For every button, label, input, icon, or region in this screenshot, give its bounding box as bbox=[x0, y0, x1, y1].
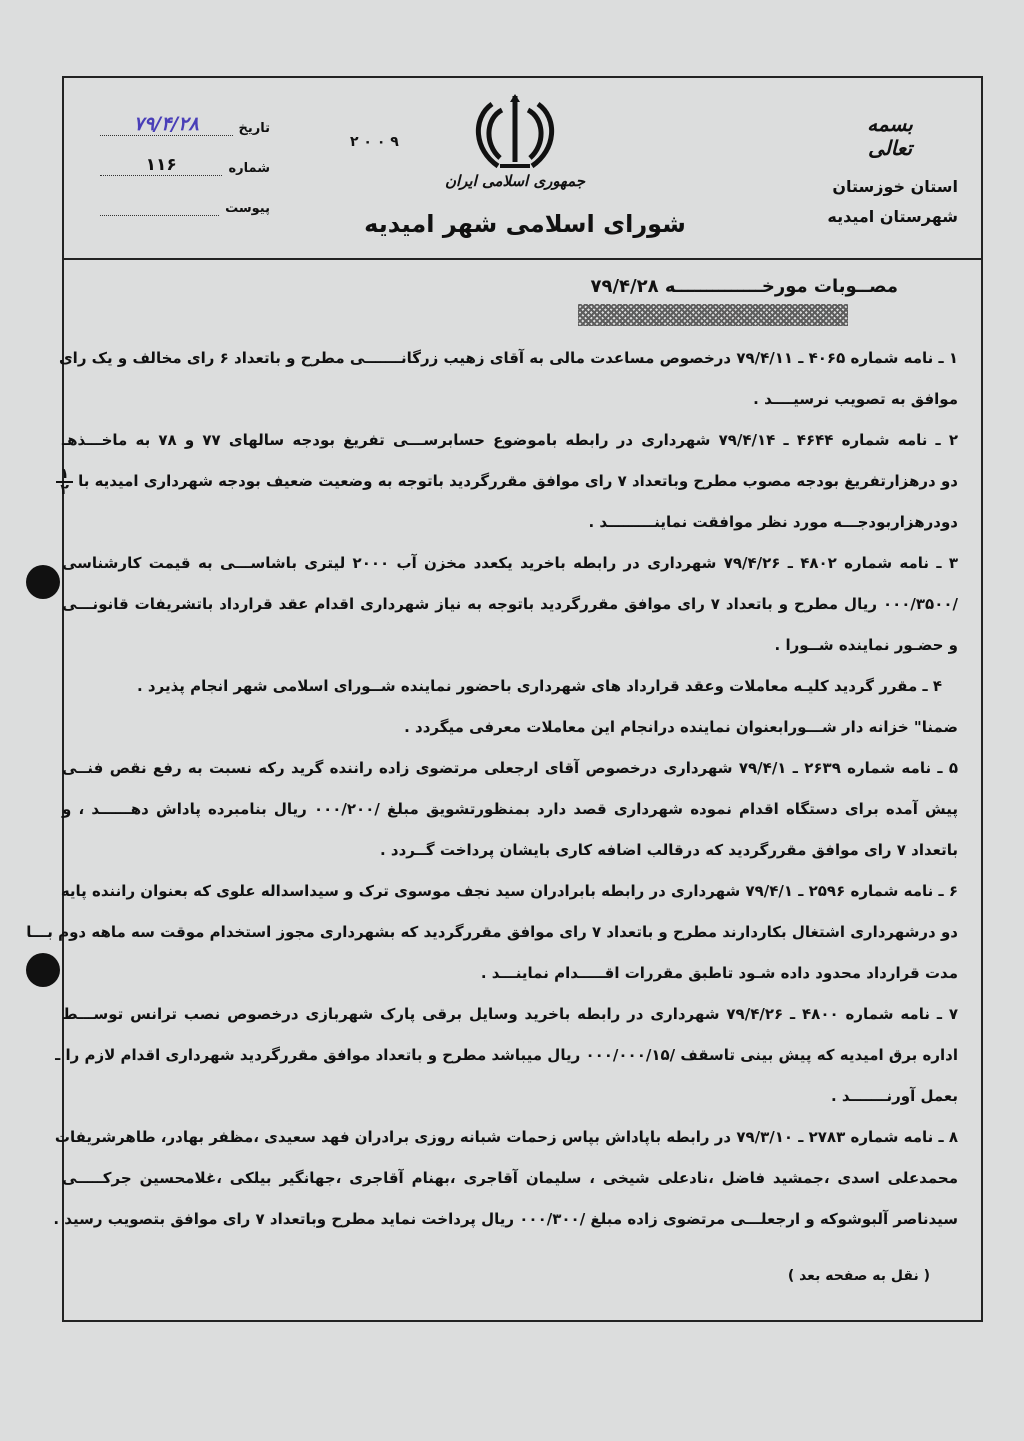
body-line-text: دو درهزارتفریغ بودجه مصوب مطرح وباتعداد ۷ رای موافق مقررگردید باتوجه به وضعیت ضعیف بودجه شهرداری امیدیه با bbox=[78, 472, 958, 490]
body-line: /۰۰۰/۳۵۰۰ ریال مطرح و باتعداد ۷ رای موافق مقررگردید باتوجه به نیاز شهرداری اقدام عقد قرارداد باتشریفات قانونـــی bbox=[62, 595, 958, 613]
punch-hole-bottom bbox=[26, 953, 60, 987]
redacted-strip bbox=[578, 304, 848, 326]
attachment-row bbox=[100, 176, 270, 216]
body-line: باتعداد ۷ رای موافق مقررگردید که درقالب اضافه کاری بایشان پرداخت گــردد . bbox=[379, 841, 958, 859]
attachment-value bbox=[100, 197, 219, 216]
minutes-body bbox=[26, 270, 959, 1240]
body-line: پیش آمده برای دستگاه اقدام نموده شهرداری قصد دارد بمنظورتشویق مبلغ /۰۰۰/۲۰۰ ریال بنامبرده پاداش دهــــــد ، و bbox=[62, 800, 958, 818]
body-line: ۳ ـ نامه شماره ۴۸۰۲ ـ ۷۹/۴/۲۶ شهرداری در رابطه باخرید یکعدد مخزن آب ۲۰۰۰ لیتری باشاســـی به قیمت کارشناسی bbox=[62, 554, 958, 572]
body-line: محمدعلی اسدی ،جمشید فاضل ،نادعلی شیخی ، سلیمان آقاجری ،بهنام آقاجری ،جهانگیر بیلکی ،غلامحسین جرکـــــی bbox=[62, 1169, 958, 1187]
body-line: سیدناصر آلبوشوکه و ارجعلـــی مرتضوی زاده مبلغ /۰۰۰/۳۰۰ ریال پرداخت نماید مطرح وباتعداد ۷ رای موافق بتصویب رسید . bbox=[53, 1210, 958, 1228]
number-row bbox=[100, 136, 270, 176]
body-line: بعمل آورنـــــــد . bbox=[831, 1087, 958, 1105]
council-title: شورای اسلامی شهر امیدیه bbox=[364, 210, 686, 238]
county-name: شهرستان امیدیه bbox=[827, 207, 958, 226]
body-line-with-fraction bbox=[62, 461, 958, 502]
body-line: مدت قرارداد محدود داده شـود تاطبق مقررات اقـــــدام نماینـــد . bbox=[480, 964, 958, 982]
body-line: دودرهزاربودجـــه مورد نظر موافقت نماینـــــــــد . bbox=[588, 513, 958, 531]
fraction-numerator: ۱ bbox=[56, 467, 73, 483]
body-line: ۷ ـ نامه شماره ۴۸۰۰ ـ ۷۹/۴/۲۶ شهرداری در رابطه باخرید وسایل برقی پارک شهربازی درخصوص نصب ترانس توســـط bbox=[62, 1005, 959, 1023]
body-line: و حضـور نماینده شــورا . bbox=[774, 636, 958, 654]
body-line: دو درشهرداری اشتغال بکاردارند مطرح و باتعداد ۷ رای موافق مقررگردید که بشهرداری مجوز استخدام موقت سه ماهه دوم بـــا bbox=[26, 923, 958, 941]
province-name: استان خوزستان bbox=[832, 177, 958, 196]
date-row bbox=[100, 96, 270, 136]
number-label: شماره bbox=[228, 161, 270, 176]
location-block bbox=[790, 172, 958, 232]
body-line: ۸ ـ نامه شماره ۲۷۸۳ ـ ۷۹/۳/۱۰ در رابطه باپاداش بپاس زحمات شبانه روزی برادران فهد سعیدی ،مظفر بهادر، طاهرشریفات bbox=[54, 1128, 958, 1146]
body-line: ۵ ـ نامه شماره ۲۶۳۹ ـ ۷۹/۴/۱ شهرداری درخصوص آقای ارجعلی مرتضوی زاده راننده گرید رکه نسبت به رفع نقص فنــی bbox=[62, 759, 959, 777]
body-line: ۱ ـ نامه شماره ۴۰۶۵ ـ ۷۹/۴/۱۱ درخصوص مساعدت مالی به آقای زهیب زرگانـــــــی مطرح و باتعداد ۶ رای مخالف و یک رای bbox=[58, 349, 958, 367]
top-marks: ۲ ۰ ۰ ۹ bbox=[350, 134, 399, 150]
continued-note: ( نقل به صفحه بعد ) bbox=[787, 1268, 930, 1284]
body-line: ضمنا" خزانه دار شـــورابعنوان نماینده درانجام این معاملات معرفی میگردد . bbox=[404, 718, 958, 736]
bismillah-logo: بسمه تعالی bbox=[867, 112, 913, 160]
body-line: ۴ ـ مقرر گردید کلیـه معاملات وعقد قرارداد های شهرداری باحضور نماینده شــورای اسلامی شهر انجام پذیرد . bbox=[137, 677, 942, 695]
date-label: تاریخ bbox=[238, 121, 270, 136]
punch-hole-top bbox=[26, 565, 60, 599]
body-line: اداره برق امیدیه که پیش بینی تاسقف /۰۰۰/۰۰۰/۱۵ ریال میباشد مطرح و باتعداد موافق مقررگردید شهرداری اقدام لازم را ـ bbox=[55, 1046, 958, 1064]
emblem-icon bbox=[470, 92, 560, 176]
minutes-heading: مصــوبات مورخــــــــــــــه ۷۹/۴/۲۸ bbox=[590, 276, 898, 297]
body-line: موافق به تصویب نرسیــــد . bbox=[753, 390, 958, 408]
fraction-denominator: ۲ bbox=[60, 481, 69, 498]
date-value: ۷۹/۴/۲۸ bbox=[100, 113, 233, 136]
header-divider bbox=[62, 258, 983, 260]
number-value: ۱۱۶ bbox=[100, 155, 222, 176]
emblem-caption: جمهوری اسلامی ایران bbox=[444, 172, 586, 190]
document-meta bbox=[100, 96, 270, 216]
body-line: ۲ ـ نامه شماره ۴۶۴۴ ـ ۷۹/۴/۱۴ شهرداری در رابطه باموضوع حسابرســـی تفریغ بودجه سالهای ۷۷ و ۷۸ به ماخـــذهـ bbox=[62, 431, 958, 449]
attachment-label: پیوست bbox=[225, 201, 270, 216]
fraction-one-half bbox=[56, 467, 73, 497]
body-line: ۶ ـ نامه شماره ۲۵۹۶ ـ ۷۹/۴/۱ شهرداری در رابطه بابرادران سید نجف موسوی ترک و سیداسداله علوی که بعنوان راننده پایه bbox=[60, 882, 958, 900]
